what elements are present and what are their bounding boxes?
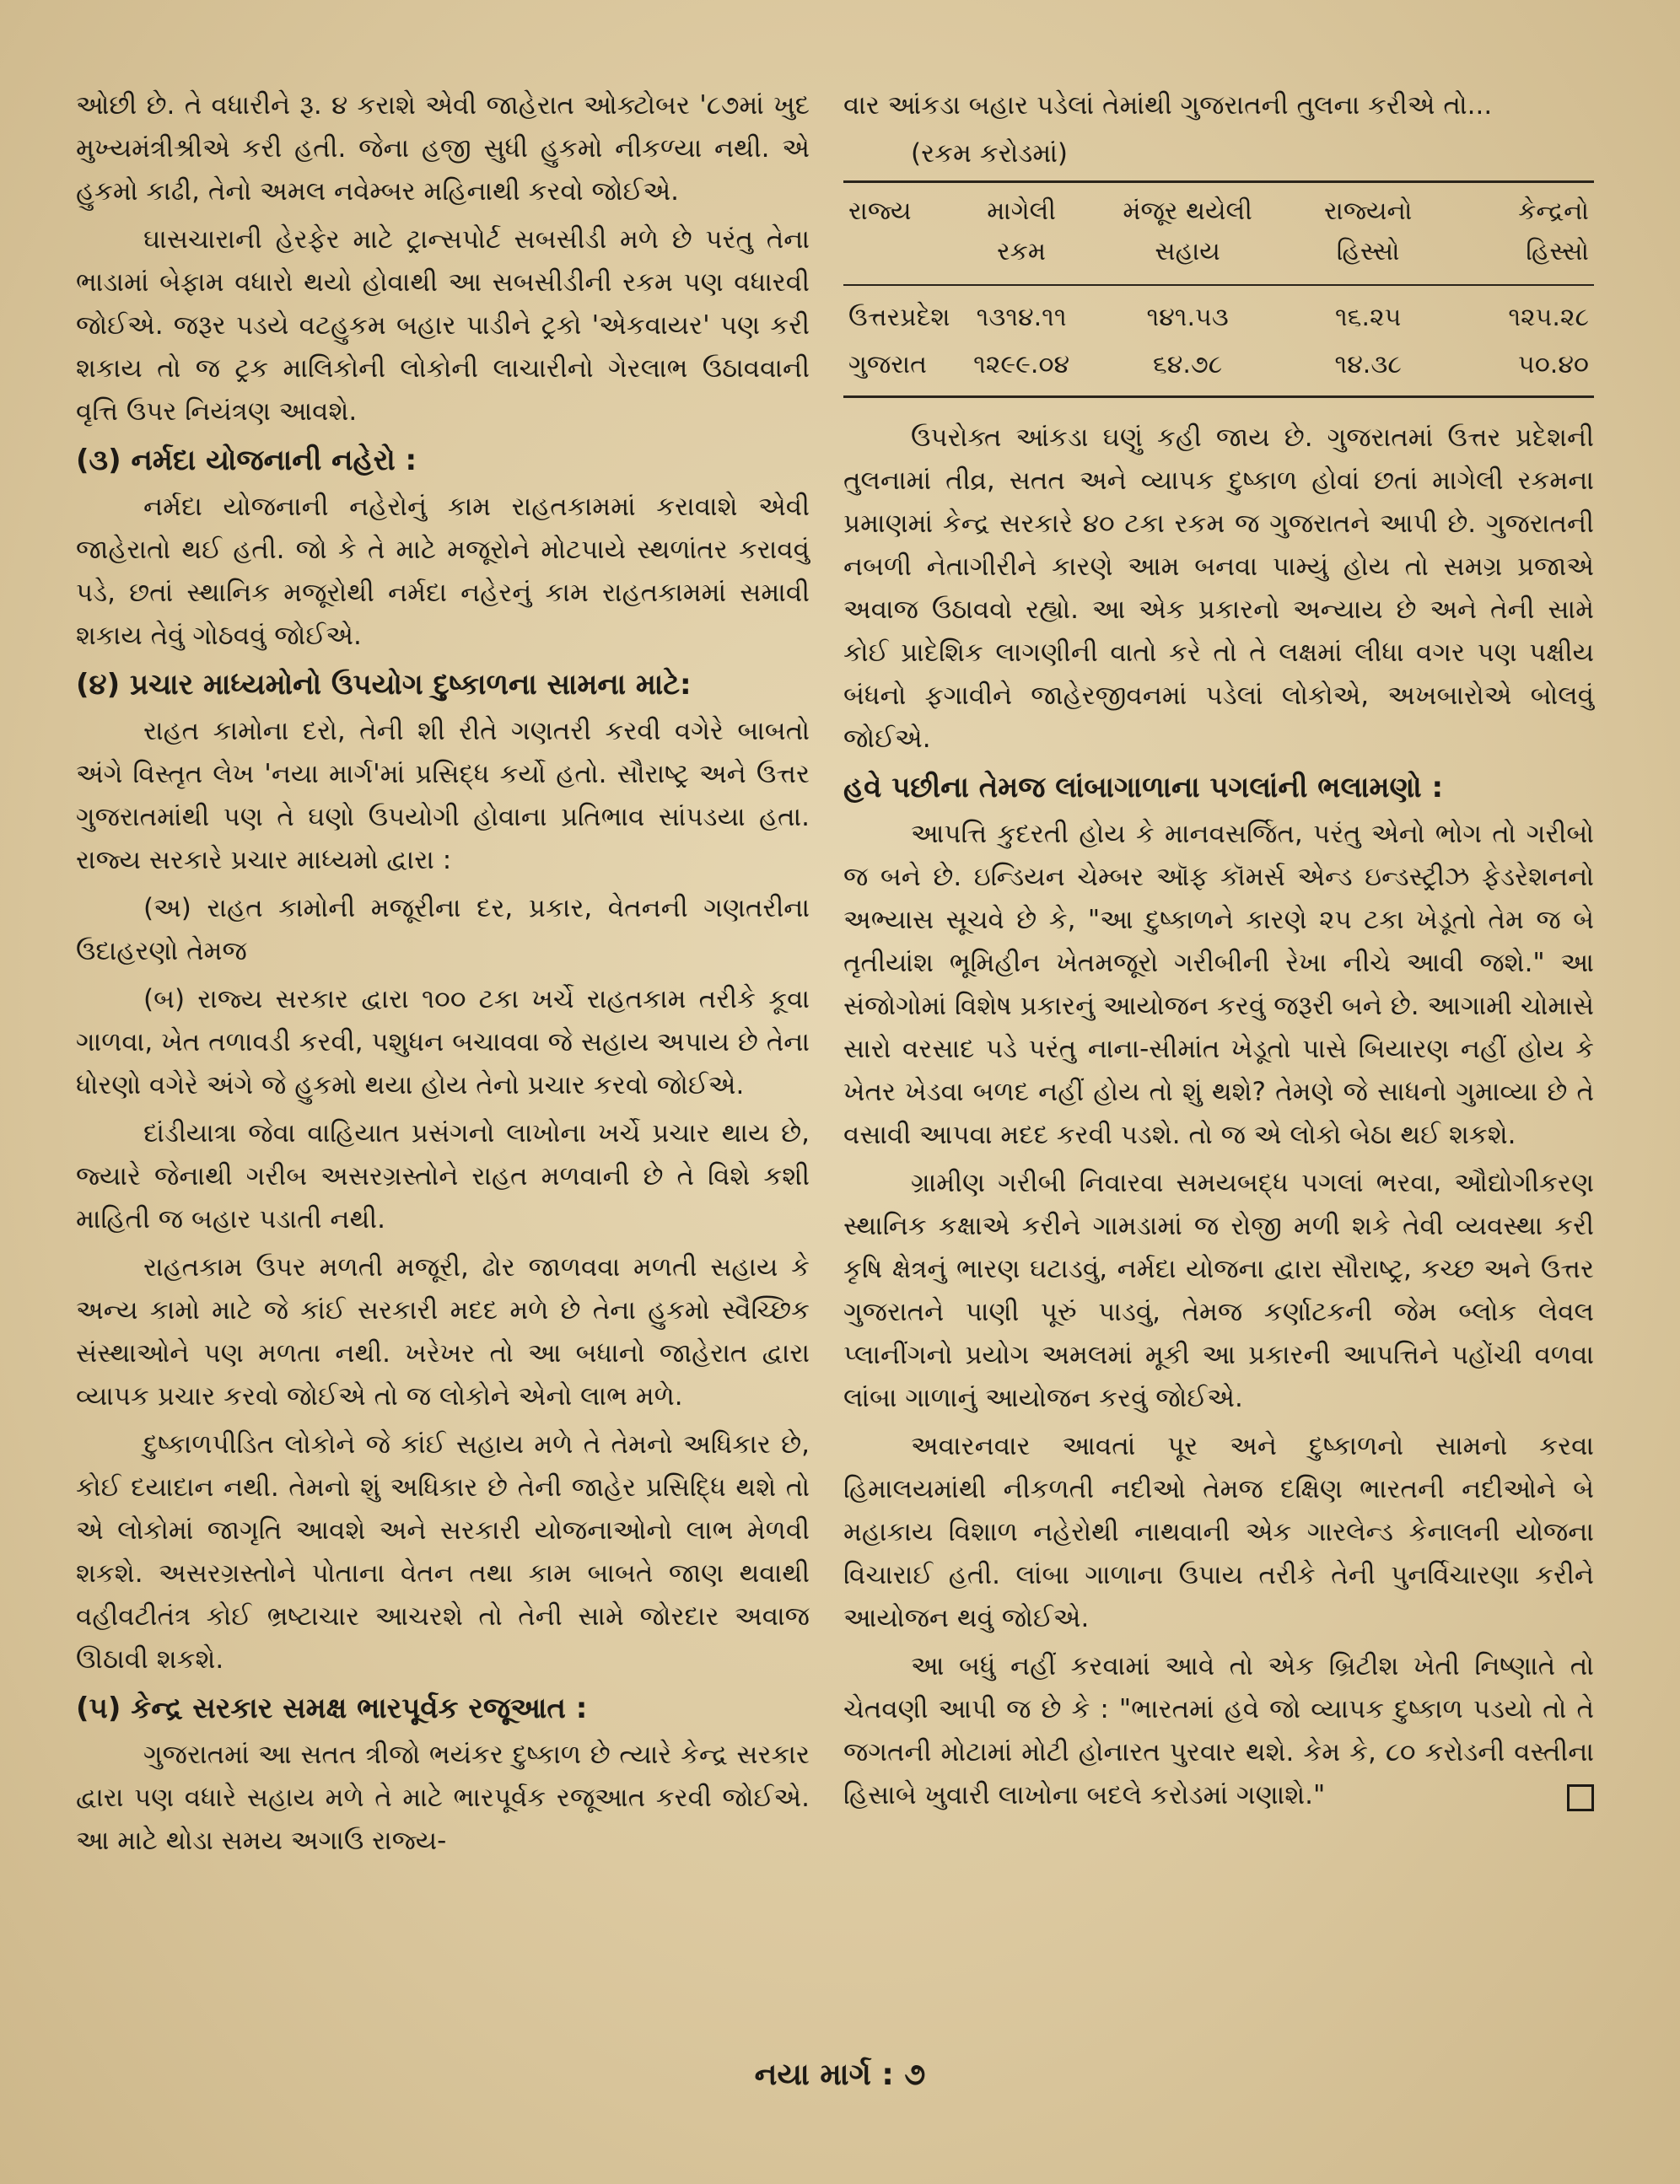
paragraph: દાંડીયાત્રા જેવા વાહિયાત પ્રસંગનો લાખોના ખર્ચે પ્રચાર થાય છે, જ્યારે જેનાથી ગરીબ અસરગ્રસ્તોને રાહત મળવાની છે તે વિશે કશી માહિતી જ બહાર પડાતી નથી. <box>76 1118 810 1235</box>
paragraph: ગુજરાતમાં આ સતત ત્રીજો ભયંકર દુષ્કાળ છે ત્યારે કેન્દ્ર સરકાર દ્વારા પણ વધારે સહાય મળે તે માટે ભારપૂર્વક રજૂઆત કરવી જોઈએ. આ માટે થોડા સમય અગાઉ રાજ્ય- <box>76 1740 810 1856</box>
paragraph: અવારનવાર આવતાં પૂર અને દુષ્કાળનો સામનો કરવા હિમાલયમાંથી નીકળતી નદીઓ તેમજ દક્ષિણ ભારતની નદીઓને બે મહાકાય વિશાળ નહેરોથી નાથવાની એક ગારલેન્ડ કેનાલની યોજના વિચારાઈ હતી. લાંબા ગાળાના ઉપાય તરીકે તેની પુનર્વિચારણા કરીને આયોજન થવું જોઈએ. <box>843 1431 1594 1633</box>
table-cell: ૫૦.૪૦ <box>1518 350 1589 379</box>
end-mark-icon <box>1567 1784 1594 1811</box>
table-header-cell: રાજ્ય <box>843 182 955 286</box>
table-cell: ૧૩૧૪.૧૧ <box>976 303 1067 332</box>
table-header-row <box>843 182 1594 286</box>
paragraph <box>843 1645 1594 1817</box>
paragraph: આપત્તિ કુદરતી હોય કે માનવસર્જિત, પરંતુ એનો ભોગ તો ગરીબો જ બને છે. ઇન્ડિયન ચેમ્બર ઑફ કૉમર્સ એન્ડ ઇન્ડસ્ટ્રીઝ ફેડરેશનનો અભ્યાસ સૂચવે છે કે, "આ દુષ્કાળને કારણે ૨૫ ટકા ખેડૂતો તેમ જ બે તૃતીયાંશ ભૂમિહીન ખેતમજૂરો ગરીબીની રેખા નીચે આવી જશે." આ સંજોગોમાં વિશેષ પ્રકારનું આયોજન કરવું જરૂરી બને છે. આગામી ચોમાસે સારો વરસાદ પડે પરંતુ નાના-સીમાંત ખેડૂતો પાસે બિયારણ નહીં હોય કે ખેતર ખેડવા બળદ નહીં હોય તો શું થશે? તેમણે જે સાધનો ગુમાવ્યા છે તે વસાવી આપવા મદદ કરવી પડશે. તો જ એ લોકો બેઠા થઈ શકશે. <box>843 819 1594 1150</box>
table-cell: ૧૪૧.૫૩ <box>1146 303 1229 332</box>
paragraph: નર્મદા યોજનાની નહેરોનું કામ રાહતકામમાં કરાવાશે એવી જાહેરાતો થઈ હતી. જો કે તે માટે મજૂરોને મોટપાયે સ્થળાંતર કરાવવું પડે, છતાં સ્થાનિક મજૂરોથી નર્મદા નહેરનું કામ રાહતકામમાં સમાવી શકાય તેવું ગોઠવવું જોઈએ. <box>76 492 810 651</box>
table-cell: ૧૨૫.૨૮ <box>1508 303 1589 332</box>
section-heading: (૪) પ્રચાર માધ્યમોનો ઉપયોગ દુષ્કાળના સામના માટે: <box>76 668 692 702</box>
paragraph: વાર આંકડા બહાર પડેલાં તેમાંથી ગુજરાતની તુલના કરીએ તો... <box>843 90 1493 121</box>
page-footer: નયા માર્ગ : ૭ <box>754 2058 926 2092</box>
paragraph-text: આ બધું નહીં કરવામાં આવે તો એક બ્રિટીશ ખેતી નિષ્ણાતે તો ચેતવણી આપી જ છે કે : "ભારતમાં હવે જો વ્યાપક દુષ્કાળ પડયો તો તે જગતની મોટામાં મોટી હોનારત પુરવાર થશે. કેમ કે, ૮૦ કરોડની વસ્તીના હિસાબે ખુવારી લાખોના બદલે કરોડમાં ગણાશે." <box>843 1651 1594 1810</box>
table-header-cell: રાજ્યનો હિસ્સો <box>1287 182 1448 286</box>
table-row <box>843 342 1594 397</box>
table-cell: ઉત્તરપ્રદેશ <box>848 303 950 332</box>
paragraph: ગ્રામીણ ગરીબી નિવારવા સમયબદ્ધ પગલાં ભરવા, ઔદ્યોગીકરણ સ્થાનિક કક્ષાએ કરીને ગામડામાં જ રોજી મળી શકે તેવી વ્યવસ્થા કરી કૃષિ ક્ષેત્રનું ભારણ ઘટાડવું, નર્મદા યોજના દ્વારા સૌરાષ્ટ્ર, કચ્છ અને ઉત્તર ગુજરાતને પાણી પૂરું પાડવું, તેમજ કર્ણાટકની જેમ બ્લોક લેવલ પ્લાનીંગનો પ્રયોગ અમલમાં મૂકી આ પ્રકારની આપત્તિને પહોંચી વળવા લાંબા ગાળાનું આયોજન કરવું જોઈએ. <box>843 1168 1594 1413</box>
paragraph: રાહત કામોના દરો, તેની શી રીતે ગણતરી કરવી વગેરે બાબતો અંગે વિસ્તૃત લેખ 'નયા માર્ગ'માં પ્રસિદ્ધ કર્યો હતો. સૌરાષ્ટ્ર અને ઉત્તર ગુજરાતમાંથી પણ તે ઘણો ઉપયોગી હોવાના પ્રતિભાવ સાંપડયા હતા. રાજ્ય સરકારે પ્રચાર માધ્યમો દ્વારા : <box>76 716 810 875</box>
table-cell: ૧૨૯૯.૦૪ <box>973 350 1070 379</box>
table-cell: ૧૬.૨૫ <box>1334 303 1402 332</box>
list-item: (બ) રાજ્ય સરકાર દ્વારા ૧૦૦ ટકા ખર્ચે રાહતકામ તરીકે કૂવા ગાળવા, ખેત તળાવડી કરવી, પશુધન બચાવવા જે સહાય અપાય છે તેના ધોરણો વગેરે અંગે જે હુકમો થયા હોય તેનો પ્રચાર કરવો જોઈએ. <box>76 984 810 1100</box>
table-cell: ૧૪.૩૮ <box>1334 350 1402 379</box>
table-cell: ૬૪.૭૮ <box>1152 350 1223 379</box>
relief-figures-table <box>843 180 1594 398</box>
table-header-cell: મંજૂર થયેલી સહાય <box>1088 182 1288 286</box>
section-heading: (૩) નર્મદા યોજનાની નહેરો : <box>76 444 417 477</box>
right-column <box>843 84 1594 1822</box>
left-column <box>76 84 810 1868</box>
table-header-cell: કેન્દ્રનો હિસ્સો <box>1449 182 1594 286</box>
section-heading: (૫) કેન્દ્ર સરકાર સમક્ષ ભારપૂર્વક રજૂઆત : <box>76 1692 588 1725</box>
paragraph: ઘાસચારાની હેરફેર માટે ટ્રાન્સપોર્ટ સબસીડી મળે છે પરંતુ તેના ભાડામાં બેફામ વધારો થયો હોવાથી આ સબસીડીની રકમ પણ વધારવી જોઈએ. જરૂર પડયે વટહુકમ બહાર પાડીને ટ્રકો 'એકવાયર' પણ કરી શકાય તો જ ટ્રક માલિકોની લોકોની લાચારીનો ગેરલાભ ઉઠાવવાની વૃત્તિ ઉપર નિયંત્રણ આવશે. <box>76 224 810 427</box>
paragraph: ઓછી છે. તે વધારીને રૂ. ૪ કરાશે એવી જાહેરાત ઓક્ટોબર '૮૭માં ખુદ મુખ્યમંત્રીશ્રીએ કરી હતી. જેના હજી સુધી હુકમો નીકળ્યા નથી. એ હુકમો કાઢી, તેનો અમલ નવેમ્બર મહિનાથી કરવો જોઈએ. <box>76 90 810 207</box>
section-heading: હવે પછીના તેમજ લાંબાગાળાના પગલાંની ભલામણો : <box>843 771 1444 804</box>
paragraph: દુષ્કાળપીડિત લોકોને જે કાંઈ સહાય મળે તે તેમનો અધિકાર છે, કોઈ દયાદાન નથી. તેમનો શું અધિકાર છે તેની જાહેર પ્રસિદ્ધિ થશે તો એ લોકોમાં જાગૃતિ આવશે અને સરકારી યોજનાઓનો લાભ મેળવી શકશે. અસરગ્રસ્તોને પોતાના વેતન તથા કામ બાબતે જાણ થવાથી વહીવટીતંત્ર કોઈ ભ્રષ્ટાચાર આચરશે તો તેની સામે જોરદાર અવાજ ઊઠાવી શકશે. <box>76 1429 810 1675</box>
paragraph: રાહતકામ ઉપર મળતી મજૂરી, ઢોર જાળવવા મળતી સહાય કે અન્ય કામો માટે જે કાંઈ સરકારી મદદ મળે છે તેના હુકમો સ્વૈચ્છિક સંસ્થાઓને પણ મળતા નથી. ખરેખર તો આ બધાનો જાહેરાત દ્વારા વ્યાપક પ્રચાર કરવો જોઈએ તો જ લોકોને એનો લાભ મળે. <box>76 1252 810 1412</box>
table-cell: ગુજરાત <box>848 350 928 379</box>
table-row <box>843 285 1594 342</box>
unit-note: (રકમ કરોડમાં) <box>911 138 1069 169</box>
paragraph: ઉપરોક્ત આંકડા ઘણું કહી જાય છે. ગુજરાતમાં ઉત્તર પ્રદેશની તુલનામાં તીવ્ર, સતત અને વ્યાપક દુષ્કાળ હોવાં છતાં માગેલી રકમના પ્રમાણમાં કેન્દ્ર સરકારે ૪૦ ટકા રકમ જ ગુજરાતને આપી છે. ગુજરાતની નબળી નેતાગીરીને કારણે આમ બનવા પામ્યું હોય તો સમગ્ર પ્રજાએ અવાજ ઉઠાવવો રહ્યો. આ એક પ્રકારનો અન્યાય છે અને તેની સામે કોઈ પ્રાદેશિક લાગણીની વાતો કરે તો તે લક્ષમાં લીધા વગર પણ પક્ષીય બંધનો ફગાવીને જાહેરજીવનમાં પડેલાં લોકોએ, અખબારોએ બોલવું જોઈએ. <box>843 422 1594 754</box>
list-item: (અ) રાહત કામોની મજૂરીના દર, પ્રકાર, વેતનની ગણતરીના ઉદાહરણો તેમજ <box>76 893 810 966</box>
table-header-cell: માગેલી રકમ <box>955 182 1087 286</box>
